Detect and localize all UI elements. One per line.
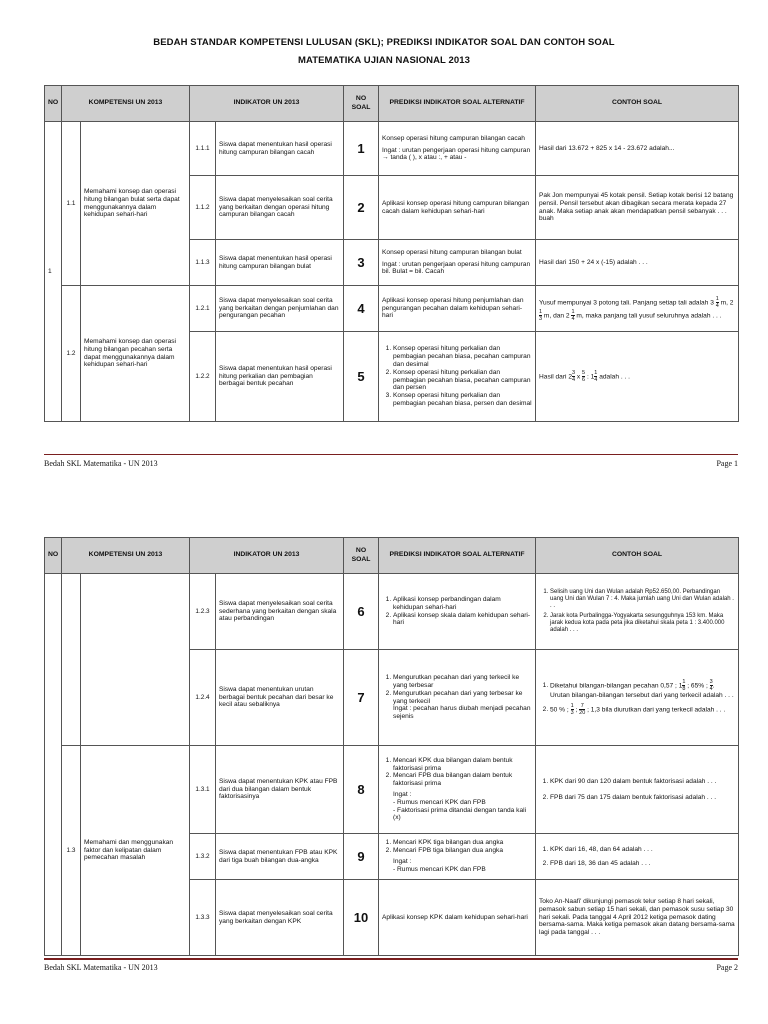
contoh-text: ; bbox=[575, 706, 578, 714]
col-header-indikator: INDIKATOR UN 2013 bbox=[190, 538, 344, 574]
indikator-text: Siswa dapat menyelesaikan soal cerita yang berkaitan dengan KPK bbox=[216, 880, 344, 956]
contoh-text: Yusuf mempunyai 3 potong tali. Panjang setiap tali adalah 3 bbox=[539, 298, 714, 306]
col-header-contoh: CONTOH SOAL bbox=[536, 538, 739, 574]
fraction: $\frac{1}{4}$ bbox=[571, 308, 575, 322]
indikator-code: 1.2.2 bbox=[190, 332, 216, 422]
col-header-no-soal: NO SOAL bbox=[344, 538, 379, 574]
prediksi-item: 1. Konsep operasi hitung perkalian dan pembagian pecahan biasa, pecahan campuran dan desimal bbox=[393, 345, 532, 368]
skl-table-page-2 bbox=[44, 537, 739, 956]
col-header-no: NO bbox=[45, 86, 62, 122]
indikator-code: 1.1.2 bbox=[190, 176, 216, 240]
contoh-text: ; 1,3 bila diurutkan dari yang terkecil adalah . . . bbox=[587, 706, 726, 714]
soal-number: 9 bbox=[344, 834, 379, 880]
soal-number: 10 bbox=[344, 880, 379, 956]
prediksi-item: 2. Mencari FPB dua bilangan dalam bentuk faktorisasi prima bbox=[393, 772, 532, 788]
prediksi-cell bbox=[379, 650, 536, 746]
prediksi-cell bbox=[379, 240, 536, 286]
col-header-no-soal: NO SOAL bbox=[344, 86, 379, 122]
soal-number: 6 bbox=[344, 574, 379, 650]
contoh-text: Toko An-Naafi' dikunjungi pemasok telur setiap 8 hari sekali, pemasok sabun setiap 15 hari sekali, dan pemasok susu setiap 30 hari sekali. Pada tanggal 4 April 2012 ketiga pemasok dating bersama-sama. Maka ketiga pemasok akan datang bersama-sama lagi pada tanggal . . . bbox=[536, 880, 739, 956]
contoh-item: 1. KPK dari 90 dan 120 dalam bentuk faktorisasi adalah . . . bbox=[550, 778, 735, 786]
fraction: $\frac{7}{20}$ bbox=[579, 702, 586, 716]
contoh-text: Pak Jon mempunyai 45 kotak pensil. Setiap kotak berisi 12 batang pensil. Pensil tersebut akan dibagikan secara merata kepada 27 anak. Maka setiap anak akan mendapatkan pensil sebanyak . . . buah bbox=[536, 176, 739, 240]
row-number: 1 bbox=[45, 122, 62, 422]
fraction: $\frac{1}{4}$ bbox=[594, 370, 598, 383]
indikator-code: 1.1.1 bbox=[190, 122, 216, 176]
prediksi-note: Ingat : urutan pengerjaan operasi hitung campuran bil. Bulat = bil. Cacah bbox=[382, 260, 531, 276]
footer-left: Bedah SKL Matematika - UN 2013 bbox=[44, 459, 158, 468]
kompetensi-text: Memahami konsep dan operasi hitung bilangan bulat serta dapat menggunakannya dalam kehidupan sehari-hari bbox=[81, 122, 190, 286]
indikator-text: Siswa dapat menentukan hasil operasi hitung perkalian dan pembagian berbagai bentuk pecahan bbox=[216, 332, 344, 422]
prediksi-text: Aplikasi konsep operasi hitung campuran bilangan cacah dalam kehidupan sehari-hari bbox=[379, 176, 536, 240]
prediksi-item: 1. Mencari KPK tiga bilangan dua angka bbox=[393, 839, 532, 847]
fraction: $\frac{1}{8}$ bbox=[682, 679, 686, 693]
indikator-text: Siswa dapat menentukan FPB atau KPK dari tiga buah bilangan dua-angka bbox=[216, 834, 344, 880]
col-header-prediksi: PREDIKSI INDIKATOR SOAL ALTERNATIF bbox=[379, 538, 536, 574]
prediksi-item: 2. Aplikasi konsep skala dalam kehidupan sehari-hari bbox=[393, 612, 532, 628]
contoh-text: . Urutan bilangan-bilangan tersebut dari yang terkecil adalah . . . bbox=[550, 682, 734, 700]
prediksi-cell bbox=[379, 574, 536, 650]
prediksi-note: - Rumus mencari KPK dan FPB bbox=[393, 865, 486, 873]
prediksi-item: 1. Aplikasi konsep perbandingan dalam kehidupan sehari-hari bbox=[393, 596, 532, 612]
footer-page: Page 2 bbox=[716, 963, 738, 972]
footer-left: Bedah SKL Matematika - UN 2013 bbox=[44, 963, 158, 972]
kompetensi-text: Memahami konsep dan operasi hitung bilangan pecahan serta dapat menggunakannya dalam kehidupan sehari-hari bbox=[81, 286, 190, 422]
indikator-code: 1.3.2 bbox=[190, 834, 216, 880]
indikator-code: 1.2.4 bbox=[190, 650, 216, 746]
prediksi-item: 3. Konsep operasi hitung perkalian dan pembagian pecahan biasa, persen dan desimal bbox=[393, 392, 532, 408]
fraction: $\frac{3}{4}$ bbox=[709, 679, 713, 693]
indikator-code: 1.2.3 bbox=[190, 574, 216, 650]
contoh-text: m, maka panjang tali yusuf seluruhnya adalah . . . bbox=[576, 311, 722, 319]
prediksi-text: Konsep operasi hitung campuran bilangan cacah bbox=[382, 134, 525, 142]
indikator-text: Siswa dapat menentukan KPK atau FPB dari dua bilangan dalam bentuk faktorisasinya bbox=[216, 746, 344, 834]
contoh-text: Hasil dari 2 bbox=[539, 373, 572, 381]
col-header-contoh: CONTOH SOAL bbox=[536, 86, 739, 122]
contoh-cell bbox=[536, 332, 739, 422]
indikator-code: 1.3.1 bbox=[190, 746, 216, 834]
prediksi-note: Ingat : bbox=[393, 791, 412, 798]
fraction: $\frac{5}{6}$ bbox=[582, 370, 586, 383]
indikator-code: 1.1.3 bbox=[190, 240, 216, 286]
contoh-item: 2. FPB dari 75 dan 175 dalam bentuk faktorisasi adalah . . . bbox=[550, 794, 735, 802]
contoh-text: m, dan 2 bbox=[543, 311, 570, 319]
soal-number: 8 bbox=[344, 746, 379, 834]
prediksi-note: Ingat : pecahan harus diubah menjadi pecahan sejenis bbox=[393, 705, 531, 721]
kompetensi-code: 1.2 bbox=[62, 286, 81, 422]
document-title: BEDAH STANDAR KOMPETENSI LULUSAN (SKL); PREDIKSI INDIKATOR SOAL DAN CONTOH SOAL bbox=[153, 37, 615, 48]
fraction: $\frac{3}{4}$ bbox=[572, 370, 576, 383]
prediksi-item: 2. Mengurutkan pecahan dari yang terbesar ke yang terkecil bbox=[393, 690, 532, 706]
col-header-no: NO bbox=[45, 538, 62, 574]
prediksi-text: Konsep operasi hitung campuran bilangan bulat bbox=[382, 248, 522, 256]
skl-table-page-1 bbox=[44, 85, 739, 422]
prediksi-item: 1. Mengurutkan pecahan dari yang terkecil ke yang terbesar bbox=[393, 674, 532, 690]
kompetensi-code-empty bbox=[62, 574, 81, 746]
prediksi-note: Ingat : bbox=[393, 858, 412, 865]
contoh-item: 2. FPB dari 18, 36 dan 45 adalah . . . bbox=[550, 860, 735, 868]
contoh-item: 1. Selisih uang Uni dan Wulan adalah Rp52.650,00. Perbandingan uang Uni dan Wulan 7 : 4. Maka jumlah uang Uni dan Wulan adalah . . . bbox=[550, 589, 735, 610]
contoh-text: x bbox=[576, 373, 581, 381]
contoh-text: adalah . . . bbox=[599, 373, 630, 381]
prediksi-item: 1. Mencari KPK dua bilangan dalam bentuk faktorisasi prima bbox=[393, 757, 532, 773]
soal-number: 5 bbox=[344, 332, 379, 422]
row-number-empty bbox=[45, 574, 62, 956]
prediksi-cell bbox=[379, 122, 536, 176]
contoh-cell bbox=[536, 746, 739, 834]
prediksi-item: 2. Mencari FPB tiga bilangan dua angka bbox=[393, 847, 532, 855]
contoh-item bbox=[550, 679, 735, 700]
prediksi-text: Aplikasi konsep operasi hitung penjumlahan dan pengurangan pecahan dalam kehidupan sehari-hari bbox=[379, 286, 536, 332]
footer-page: Page 1 bbox=[716, 459, 738, 468]
indikator-text: Siswa dapat menyelesaikan soal cerita yang berkaitan dengan penjumlahan dan pengurangan pecahan bbox=[216, 286, 344, 332]
prediksi-cell bbox=[379, 746, 536, 834]
document-subtitle: MATEMATIKA UJIAN NASIONAL 2013 bbox=[297, 55, 471, 66]
kompetensi-code: 1.3 bbox=[62, 746, 81, 956]
contoh-text: 50 % ; bbox=[550, 706, 569, 714]
fraction: $\frac{1}{3}$ bbox=[570, 702, 574, 716]
indikator-text: Siswa dapat menyelesaikan soal cerita yang berkaitan dengan operasi hitung campuran bilangan cacah bbox=[216, 176, 344, 240]
prediksi-cell bbox=[379, 834, 536, 880]
col-header-indikator: INDIKATOR UN 2013 bbox=[190, 86, 344, 122]
prediksi-note: Ingat : urutan pengerjaan operasi hitung campuran → tanda ( ), x atau :, + atau - bbox=[382, 146, 531, 162]
soal-number: 4 bbox=[344, 286, 379, 332]
contoh-text: ; 65% ; bbox=[687, 682, 708, 690]
contoh-text: m, 2 bbox=[720, 298, 734, 306]
contoh-text: Hasil dari 13.672 + 825 x 14 - 23.672 adalah... bbox=[536, 122, 739, 176]
kompetensi-text-empty bbox=[81, 574, 190, 746]
soal-number: 1 bbox=[344, 122, 379, 176]
indikator-text: Siswa dapat menyelesaikan soal cerita sederhana yang berkaitan dengan skala atau perbandingan bbox=[216, 574, 344, 650]
soal-number: 3 bbox=[344, 240, 379, 286]
kompetensi-code: 1.1 bbox=[62, 122, 81, 286]
prediksi-note: - Rumus mencari KPK dan FPB bbox=[393, 798, 486, 806]
col-header-prediksi: PREDIKSI INDIKATOR SOAL ALTERNATIF bbox=[379, 86, 536, 122]
prediksi-note: - Faktorisasi prima ditandai dengan tanda kali (x) bbox=[393, 806, 527, 822]
kompetensi-text: Memahami dan menggunakan faktor dan kelipatan dalam pemecahan masalah bbox=[81, 746, 190, 956]
footer-rule bbox=[44, 454, 738, 455]
col-header-kompetensi: KOMPETENSI UN 2013 bbox=[62, 538, 190, 574]
contoh-item bbox=[550, 703, 735, 716]
indikator-text: Siswa dapat menentukan hasil operasi hitung campuran bilangan cacah bbox=[216, 122, 344, 176]
indikator-text: Siswa dapat menentukan hasil operasi hitung campuran bilangan bulat bbox=[216, 240, 344, 286]
contoh-item: 1. KPK dari 16, 48, dan 64 adalah . . . bbox=[550, 846, 735, 854]
fraction: $\frac{1}{3}$ bbox=[539, 308, 543, 322]
contoh-text: Diketahui bilangan-bilangan pecahan 0,57 ; 1 bbox=[550, 682, 683, 690]
soal-number: 7 bbox=[344, 650, 379, 746]
contoh-cell bbox=[536, 286, 739, 332]
footer-rule bbox=[44, 958, 738, 960]
contoh-cell bbox=[536, 574, 739, 650]
soal-number: 2 bbox=[344, 176, 379, 240]
contoh-cell bbox=[536, 834, 739, 880]
indikator-code: 1.2.1 bbox=[190, 286, 216, 332]
prediksi-cell bbox=[379, 332, 536, 422]
prediksi-item: 2. Konsep operasi hitung perkalian dan pembagian pecahan biasa, pecahan campuran dan persen bbox=[393, 369, 532, 392]
indikator-text: Siswa dapat menentukan urutan berbagai bentuk pecahan dari besar ke kecil atau sebaliknya bbox=[216, 650, 344, 746]
contoh-text: : 1 bbox=[586, 373, 595, 381]
indikator-code: 1.3.3 bbox=[190, 880, 216, 956]
prediksi-text: Aplikasi konsep KPK dalam kehidupan sehari-hari bbox=[379, 880, 536, 956]
contoh-item: 2. Jarak kota Purbalingga-Yogyakarta sesungguhnya 153 km. Maka jarak kedua kota pada peta jika diketahui skala peta 1 : 3.400.000 adalah . . . bbox=[550, 613, 735, 634]
col-header-kompetensi: KOMPETENSI UN 2013 bbox=[62, 86, 190, 122]
contoh-text: Hasil dari 150 + 24 x (-15) adalah . . . bbox=[536, 240, 739, 286]
contoh-cell bbox=[536, 650, 739, 746]
fraction: $\frac{1}{4}$ bbox=[715, 295, 719, 309]
